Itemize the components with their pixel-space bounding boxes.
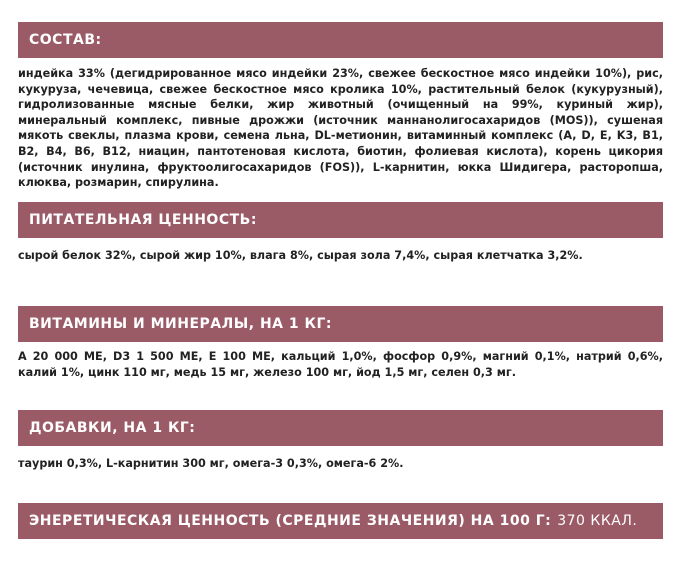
energy-title: ЭНЕРЕТИЧЕСКАЯ ЦЕННОСТЬ (СРЕДНИЕ ЗНАЧЕНИЯ) НА 100 Г: bbox=[29, 513, 552, 529]
nutrition-header bbox=[18, 202, 663, 238]
additives-text: таурин 0,3%, L-карнитин 300 мг, омега-3 0,3%, омега-6 2%. bbox=[18, 457, 404, 470]
energy-value: 370 ККАЛ. bbox=[557, 513, 638, 529]
energy-header bbox=[18, 503, 663, 539]
additives-header bbox=[18, 410, 663, 446]
vitamins-header bbox=[18, 306, 663, 342]
nutrition-text: сырой белок 32%, сырой жир 10%, влага 8%, сырая зола 7,4%, сырая клетчатка 3,2%. bbox=[18, 249, 583, 262]
additives-title: ДОБАВКИ, НА 1 КГ: bbox=[29, 420, 196, 436]
vitamins-text: A 20 000 ME, D3 1 500 ME, E 100 ME, кальций 1,0%, фосфор 0,9%, магний 0,1%, натрий 0,6%, калий 1%, цинк 110 мг, медь 15 мг, железо 100 мг, йод 1,5 мг, селен 0,3 мг. bbox=[18, 350, 663, 379]
composition-title: СОСТАВ: bbox=[29, 32, 102, 48]
composition-text: индейка 33% (дегидрированное мясо индейки 23%, свежее бескостное мясо индейки 10%), рис, кукуруза, чечевица, свежее бескостное мясо кролика 10%, растительный белок (кукурузный), гидролизованные мясные белки, жир животный (очищенный на 99%, куриный жир), минеральный комплекс, пивные дрожжи (источник маннанолигосахаридов (MOS)), сушеная мякоть свеклы, плазма крови, семена льна, DL-метионин, витаминный комплекс (A, D, E, K3, B1, B2, B4, B6, B12, ниацин, пантотеновая кислота, биотин, фолиевая кислота), корень цикория (источник инулина, фруктоолигосахаридов (FOS)), L-карнитин, юкка Шидигера, расторопша, клюква, розмарин, спирулина. bbox=[18, 67, 663, 190]
composition-header bbox=[18, 22, 663, 58]
vitamins-title: ВИТАМИНЫ И МИНЕРАЛЫ, НА 1 КГ: bbox=[29, 316, 332, 332]
nutrition-title: ПИТАТЕЛЬНАЯ ЦЕННОСТЬ: bbox=[29, 212, 257, 228]
